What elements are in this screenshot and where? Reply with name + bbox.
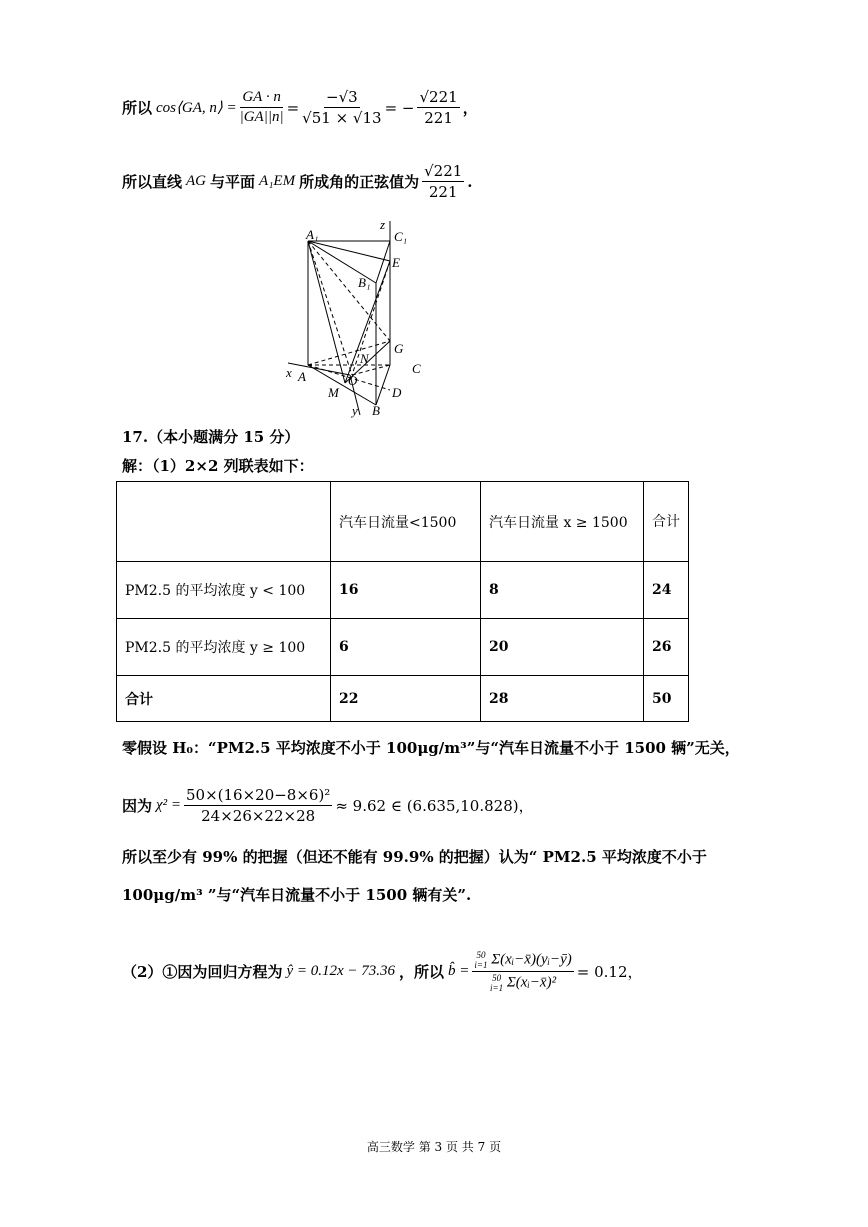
cos-lhs: cos⟨GA, n⟩ = — [156, 100, 237, 116]
fraction-2-num: −√3 — [326, 88, 358, 106]
label-z: z — [380, 217, 386, 232]
sum-top: 50 — [476, 950, 486, 960]
numerator-text: Σ(xᵢ−x̄)(yᵢ−ȳ) — [491, 951, 572, 968]
denominator-text: Σ(xᵢ−x̄)² — [506, 974, 557, 991]
label-B: B — [372, 403, 380, 418]
bhat-num — [472, 950, 573, 972]
label-A: A — [298, 369, 306, 384]
cell: 28 — [481, 676, 644, 722]
fraction-1 — [240, 89, 284, 126]
ag: AG — [186, 173, 207, 189]
label-y: y — [352, 403, 358, 418]
prism-figure — [280, 215, 440, 425]
part2-line — [122, 950, 643, 993]
part2-prefix: （2）①因为回归方程为 — [122, 963, 283, 981]
prefix: 所以 — [122, 99, 153, 117]
table-row — [117, 562, 689, 619]
sine-den: 221 — [428, 183, 458, 201]
cell: 24 — [644, 562, 689, 619]
label-G: G — [394, 341, 404, 356]
text1: 所以直线 — [122, 173, 183, 191]
tail: ， — [462, 99, 478, 117]
label-x: x — [286, 365, 292, 380]
label-M: M — [328, 385, 339, 400]
q17-title: 17.（本小题满分 15 分） — [122, 428, 300, 446]
sum-bottom: i=1 — [490, 983, 504, 993]
cell: 16 — [331, 562, 481, 619]
fraction-1-num: GA · n — [240, 89, 282, 108]
chi-lhs: χ² = — [156, 797, 181, 813]
chi-num: 50×(16×20−8×6)² — [185, 786, 331, 804]
label-O: O — [348, 373, 358, 388]
eq-minus: = − — [384, 98, 415, 117]
conclusion-line-1: 所以至少有 99% 的把握（但还不能有 99.9% 的把握）认为“ PM2.5 平均浓度不小于 — [122, 848, 707, 866]
cosine-equation: 所以 cos⟨GA, n⟩ = $\frac{GA \cdot n}{|GA||n|}$ = $\frac{-√3}{√51 \times √13}$ = − $\frac{√221}{221}$ ， — [122, 88, 478, 127]
bhat-fraction — [472, 950, 573, 993]
fraction-2 — [302, 88, 381, 127]
header-cell: 汽车日流量<1500 — [331, 482, 481, 562]
header-cell — [117, 482, 331, 562]
label-E: E — [392, 255, 400, 270]
chi-rhs: ≈ 9.62 ∈ (6.635,10.828)， — [335, 797, 534, 815]
contingency-table — [116, 481, 689, 722]
bhat-den — [490, 972, 556, 993]
sine-num: √221 — [424, 162, 463, 180]
chi-den: 24×26×22×28 — [201, 807, 316, 825]
sine-fraction — [422, 162, 464, 201]
row-label: 合计 — [117, 676, 331, 722]
cell: 26 — [644, 619, 689, 676]
label-C: C — [412, 361, 421, 376]
tail: . — [467, 172, 473, 191]
fraction-3 — [417, 88, 459, 127]
header-cell: 合计 — [644, 482, 689, 562]
chi-prefix: 因为 — [122, 797, 153, 815]
regression-eqn: ŷ = 0.12x − 73.36 — [286, 963, 396, 979]
row-label: PM2.5 的平均浓度 y ≥ 100 — [117, 619, 331, 676]
plane: A₁EM — [259, 173, 296, 189]
chi-fraction — [184, 786, 332, 825]
text2: 与平面 — [210, 173, 256, 191]
page-footer: 高三数学 第 3 页 共 7 页 — [366, 1140, 502, 1154]
table-row — [117, 619, 689, 676]
label-B1: B₁ — [358, 275, 371, 290]
bhat-rhs: = 0.12， — [576, 963, 643, 981]
table-row — [117, 676, 689, 722]
sum-bottom: i=1 — [474, 960, 488, 970]
cell: 50 — [644, 676, 689, 722]
part2-mid: ，所以 — [399, 963, 445, 981]
sine-conclusion — [122, 162, 473, 201]
cell: 6 — [331, 619, 481, 676]
label-C1: C₁ — [394, 229, 408, 244]
header-cell: 汽车日流量 x ≥ 1500 — [481, 482, 644, 562]
table-header-row — [117, 482, 689, 562]
row-label: PM2.5 的平均浓度 y < 100 — [117, 562, 331, 619]
fraction-3-den: 221 — [424, 109, 453, 127]
bhat: b̂ = — [448, 963, 470, 979]
fraction-1-den: |GA||n| — [239, 109, 284, 125]
label-N: N — [360, 351, 369, 366]
cell: 22 — [331, 676, 481, 722]
fraction-2-den: √51 × √13 — [302, 109, 382, 127]
null-hypothesis: 零假设 H₀：“PM2.5 平均浓度不小于 100μg/m³”与“汽车日流量不小于 1500 辆”无关， — [122, 739, 740, 757]
conclusion-line-2: 100μg/m³ ”与“汽车日流量不小于 1500 辆有关”. — [122, 886, 472, 904]
label-D: D — [392, 385, 402, 400]
sum-top: 50 — [492, 973, 502, 983]
fraction-3-num: √221 — [419, 88, 458, 106]
q17-intro: 解：（1）2×2 列联表如下： — [122, 457, 314, 475]
chi-square-line — [122, 786, 534, 825]
text3: 所成角的正弦值为 — [299, 173, 420, 191]
label-A1: A₁ — [306, 227, 319, 242]
cell: 8 — [481, 562, 644, 619]
cell: 20 — [481, 619, 644, 676]
